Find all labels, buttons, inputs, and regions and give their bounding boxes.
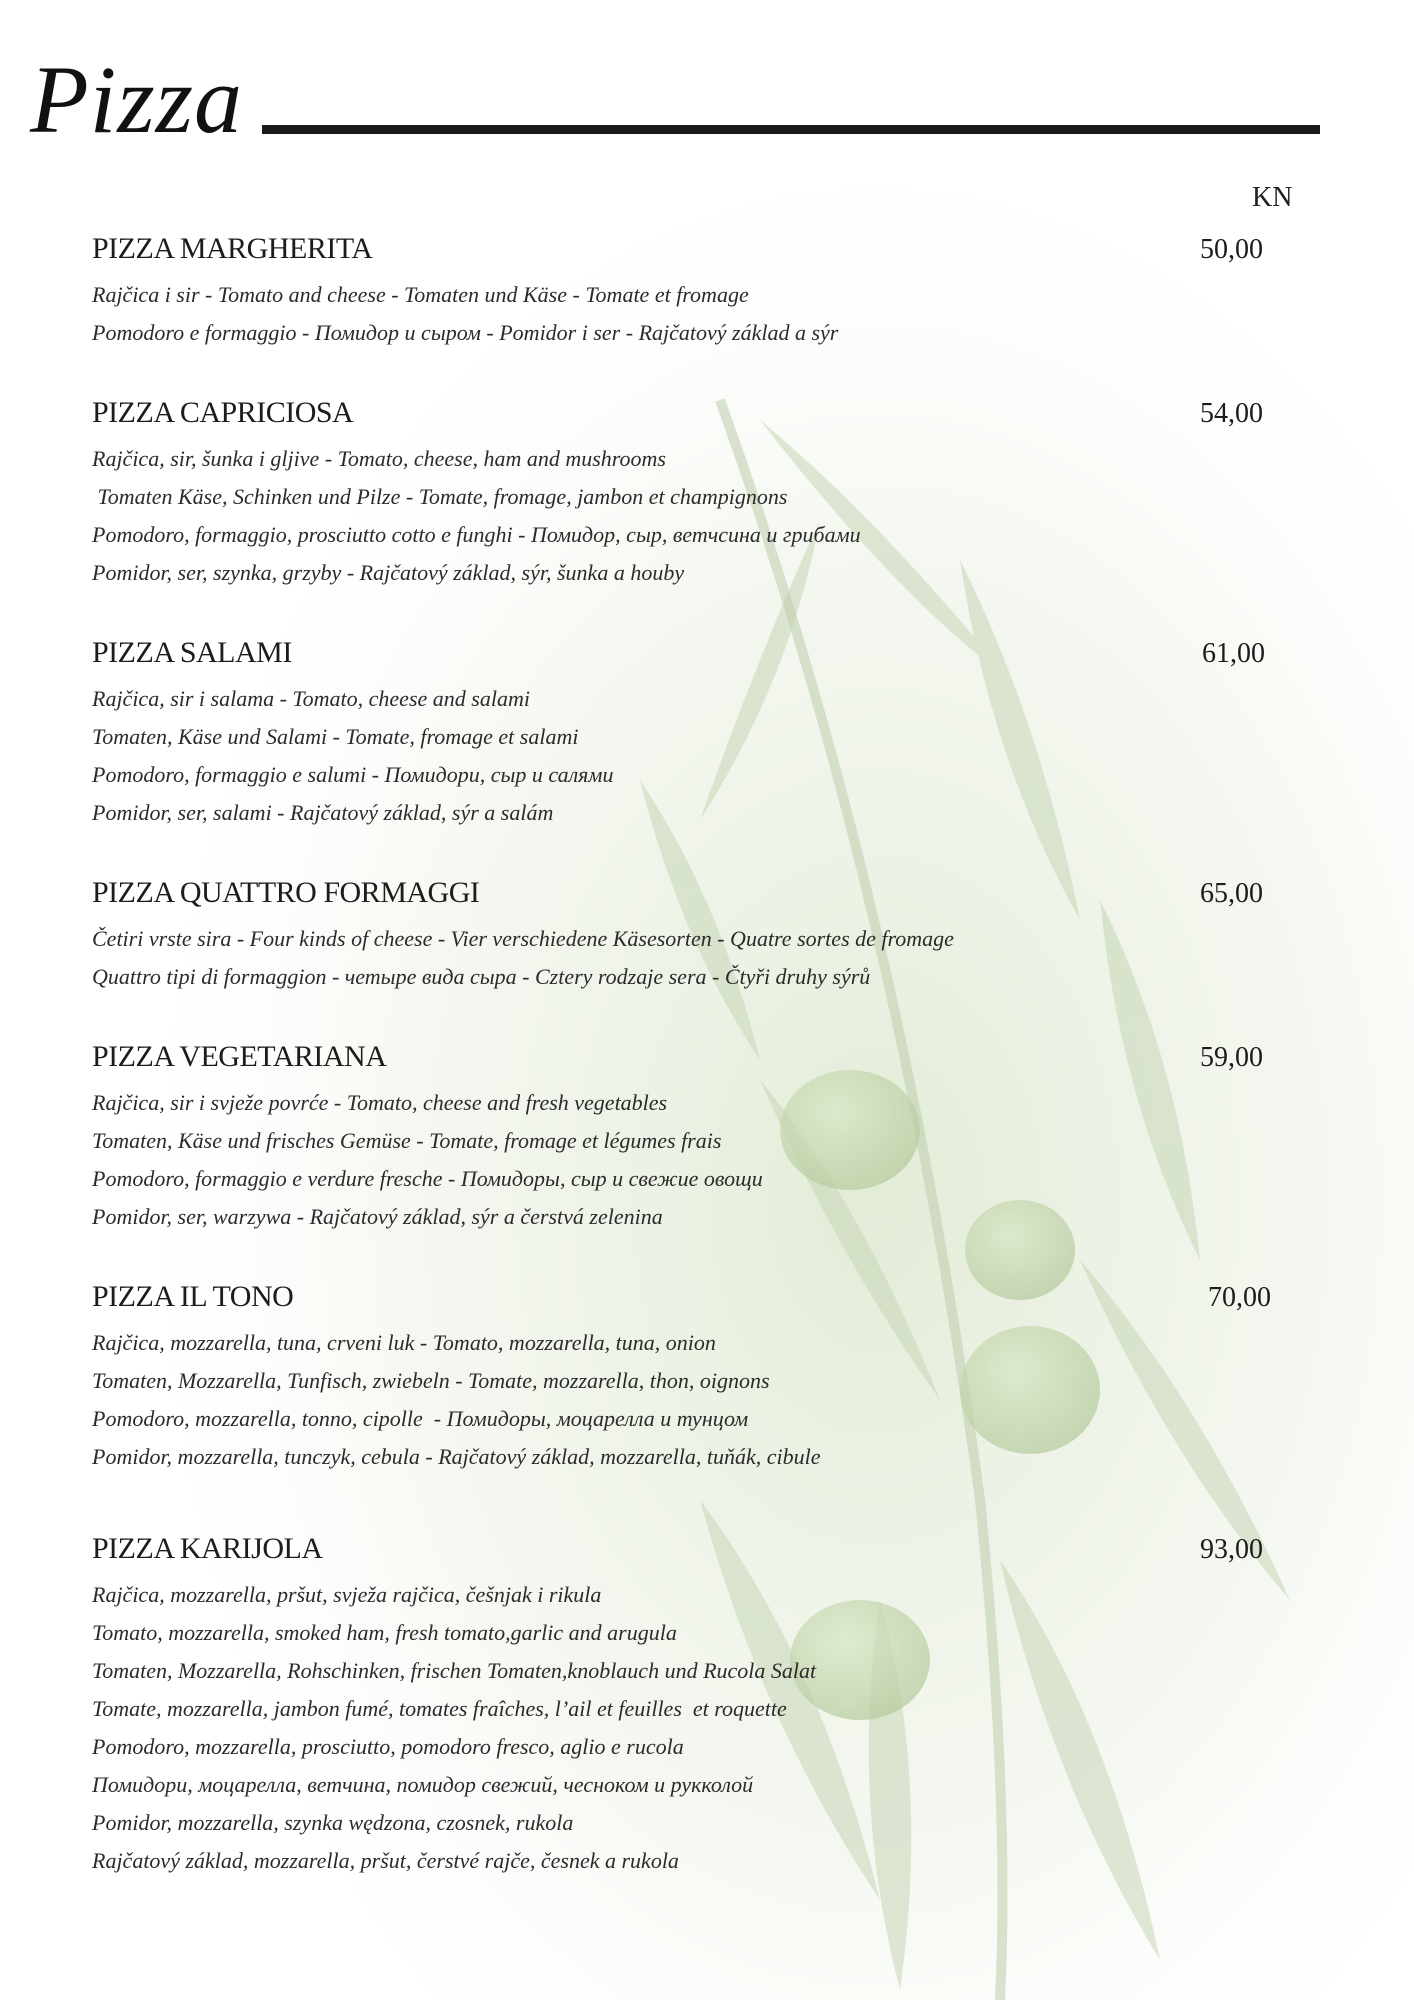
item-price: 61,00 <box>1202 638 1265 669</box>
item-name: PIZZA SALAMI <box>92 636 292 669</box>
item-price: 65,00 <box>1200 878 1263 909</box>
menu-item-vegetariana <box>92 1040 1292 1236</box>
menu-item-capriciosa <box>92 396 1292 592</box>
description-line: Tomate, mozzarella, jambon fumé, tomates fraîches, l’ail et feuilles et roquette <box>92 1696 787 1721</box>
description-line: Rajčica i sir - Tomato and cheese - Tomaten und Käse - Tomate et fromage <box>92 282 749 307</box>
description-line: Quattro tipi di formaggion - четыре вида сыра - Cztery rodzaje sera - Čtyři druhy sýrů <box>92 964 871 989</box>
description-line: Četiri vrste sira - Four kinds of cheese - Vier verschiedene Käsesorten - Quatre sortes de fromage <box>92 926 954 951</box>
page-title: Pizza <box>30 46 244 153</box>
menu-item-il-tono <box>92 1280 1292 1476</box>
description-line: Pomidor, ser, szynka, grzyby - Rajčatový základ, sýr, šunka a houby <box>92 560 685 585</box>
item-price: 54,00 <box>1200 398 1263 429</box>
description-line: Tomaten Käse, Schinken und Pilze - Tomate, fromage, jambon et champignons <box>92 484 788 509</box>
description-line: Tomaten, Käse und frisches Gemüse - Tomate, fromage et légumes frais <box>92 1128 722 1153</box>
item-price: 70,00 <box>1208 1282 1271 1313</box>
menu-item-salami <box>92 636 1292 832</box>
title-underline <box>262 125 1320 134</box>
item-description <box>92 276 1292 352</box>
description-line: Pomidor, ser, warzywa - Rajčatový základ, sýr a čerstvá zelenina <box>92 1204 663 1229</box>
item-name: PIZZA CAPRICIOSA <box>92 396 354 429</box>
description-line: Pomodoro, formaggio, prosciutto cotto e funghi - Помидор, сыр, ветчсина и грибами <box>92 522 861 547</box>
item-price: 93,00 <box>1200 1534 1263 1565</box>
item-price: 59,00 <box>1200 1042 1263 1073</box>
description-line: Tomaten, Mozzarella, Rohschinken, frischen Tomaten,knoblauch und Rucola Salat <box>92 1658 817 1683</box>
item-description <box>92 680 1292 832</box>
item-description <box>92 440 1292 592</box>
description-line: Tomaten, Käse und Salami - Tomate, fromage et salami <box>92 724 579 749</box>
description-line: Помидори, моцарелла, ветчина, помидор свежий, чесноком и рукколой <box>92 1772 754 1797</box>
currency-label: KN <box>1252 182 1293 213</box>
item-description <box>92 1084 1292 1236</box>
item-description <box>92 1324 1292 1476</box>
item-name: PIZZA QUATTRO FORMAGGI <box>92 876 480 909</box>
item-name: PIZZA IL TONO <box>92 1280 294 1313</box>
description-line: Rajčica, sir, šunka i gljive - Tomato, cheese, ham and mushrooms <box>92 446 666 471</box>
description-line: Pomodoro, mozzarella, prosciutto, pomodoro fresco, aglio e rucola <box>92 1734 684 1759</box>
item-name: PIZZA KARIJOLA <box>92 1532 323 1565</box>
menu-item-margherita <box>92 232 1292 352</box>
item-description <box>92 1576 1292 1880</box>
description-line: Rajčica, sir i svježe povrće - Tomato, cheese and fresh vegetables <box>92 1090 668 1115</box>
description-line: Tomaten, Mozzarella, Tunfisch, zwiebeln - Tomate, mozzarella, thon, oignons <box>92 1368 770 1393</box>
item-name: PIZZA VEGETARIANA <box>92 1040 387 1073</box>
description-line: Pomodoro, mozzarella, tonno, cipolle - Помидоры, моцарелла и тунцом <box>92 1406 749 1431</box>
description-line: Pomidor, mozzarella, szynka wędzona, czosnek, rukola <box>92 1810 574 1835</box>
description-line: Pomidor, ser, salami - Rajčatový základ, sýr a salám <box>92 800 554 825</box>
description-line: Pomodoro, formaggio e verdure fresche - Помидоры, сыр и свежие овощи <box>92 1166 763 1191</box>
item-price: 50,00 <box>1200 234 1263 265</box>
item-description <box>92 920 1292 996</box>
menu-item-quattro-formaggi <box>92 876 1292 996</box>
menu-item-karijola <box>92 1532 1292 1880</box>
description-line: Rajčica, mozzarella, tuna, crveni luk - Tomato, mozzarella, tuna, onion <box>92 1330 716 1355</box>
description-line: Pomodoro, formaggio e salumi - Помидори, сыр и салями <box>92 762 614 787</box>
description-line: Rajčica, sir i salama - Tomato, cheese and salami <box>92 686 530 711</box>
description-line: Pomidor, mozzarella, tunczyk, cebula - Rajčatový základ, mozzarella, tuňák, cibule <box>92 1444 821 1469</box>
item-name: PIZZA MARGHERITA <box>92 232 373 265</box>
description-line: Pomodoro e formaggio - Помидор и сыром - Pomidor i ser - Rajčatový základ a sýr <box>92 320 839 345</box>
description-line: Rajčatový základ, mozzarella, pršut, čerstvé rajče, česnek a rukola <box>92 1848 679 1873</box>
description-line: Rajčica, mozzarella, pršut, svježa rajčica, češnjak i rikula <box>92 1582 602 1607</box>
description-line: Tomato, mozzarella, smoked ham, fresh tomato,garlic and arugula <box>92 1620 677 1645</box>
